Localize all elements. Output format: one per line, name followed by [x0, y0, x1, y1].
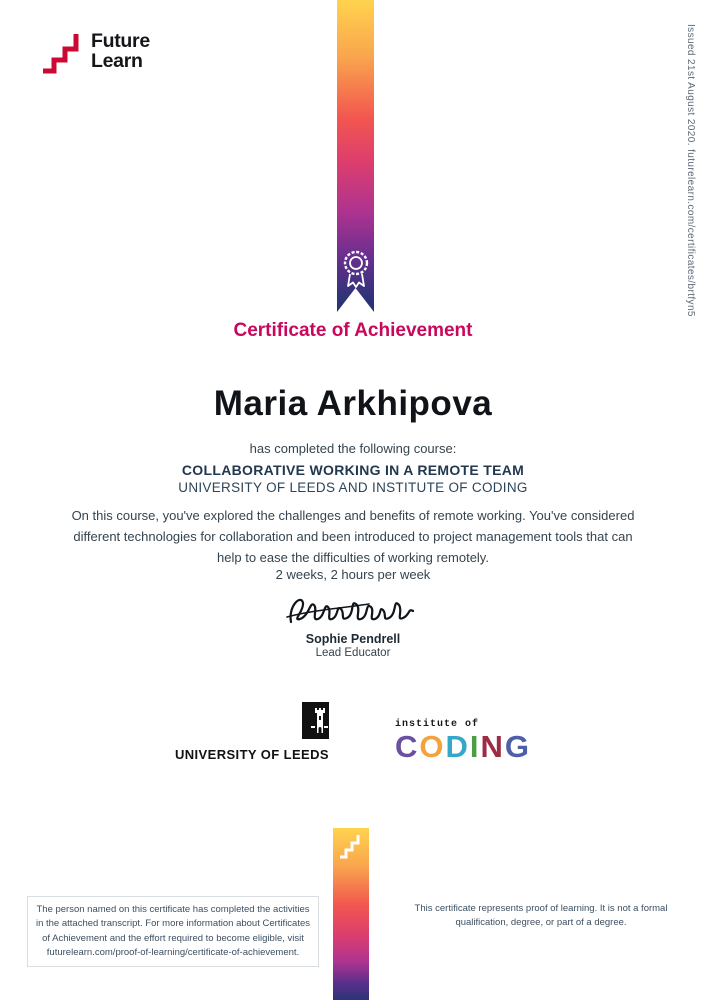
institute-of-coding-logo [395, 719, 531, 762]
gradient-ribbon-bottom [333, 828, 369, 1000]
ioc-letter: G [504, 729, 532, 764]
signatory-role: Lead Educator [315, 647, 391, 659]
ioc-letter: O [419, 729, 446, 764]
futurelearn-logo [40, 30, 150, 74]
gradient-ribbon-top [337, 0, 374, 312]
footer-disclaimer: This certificate represents proof of learning. It is not a formal qualification, degree, or part of a degree. [414, 903, 668, 929]
partner-logos [0, 702, 706, 762]
futurelearn-wordmark [91, 32, 150, 71]
course-duration: 2 weeks, 2 hours per week [275, 567, 431, 582]
ioc-letter: D [445, 729, 470, 764]
leeds-tower-icon [302, 702, 329, 744]
completion-intro: has completed the following course: [249, 441, 457, 456]
signature-image [0, 590, 706, 637]
stairs-icon-small [338, 833, 364, 859]
ioc-letter: I [469, 729, 481, 764]
ioc-label: institute of [394, 719, 479, 730]
issued-note: Issued 21st August 2020. futurelearn.com/certificates/brtfyn5 [685, 24, 696, 317]
recipient-name: Maria Arkhipova [213, 384, 493, 423]
ioc-letter: N [480, 729, 505, 764]
leeds-label: UNIVERSITY OF LEEDS [174, 747, 329, 762]
ioc-letter: C [394, 729, 420, 764]
rosette-medal-icon [340, 248, 372, 294]
course-title: COLLABORATIVE WORKING IN A REMOTE TEAM [181, 462, 525, 478]
brand-line1: Future [91, 30, 150, 52]
signatory-name: Sophie Pendrell [305, 632, 401, 646]
ioc-wordmark [394, 729, 532, 764]
university-of-leeds-logo [175, 702, 329, 762]
footer-transcript-note: The person named on this certificate has completed the activities in the attached transcript. For more information about Certificates of Achievement and the effort required to become eligible, visit futurelearn.com/proof-of-learning/certificate-of-achievement. [27, 896, 319, 967]
course-partners: UNIVERSITY OF LEEDS AND INSTITUTE OF CODING [178, 480, 528, 495]
brand-line2: Learn [91, 49, 143, 72]
stairs-icon [40, 30, 86, 74]
certificate-heading: Certificate of Achievement [233, 320, 473, 341]
course-description: On this course, you've explored the challenges and benefits of remote working. You've considered different technologies for collaboration and been introduced to project management tools that can help to ease the difficulties of working remotely. [71, 508, 635, 565]
